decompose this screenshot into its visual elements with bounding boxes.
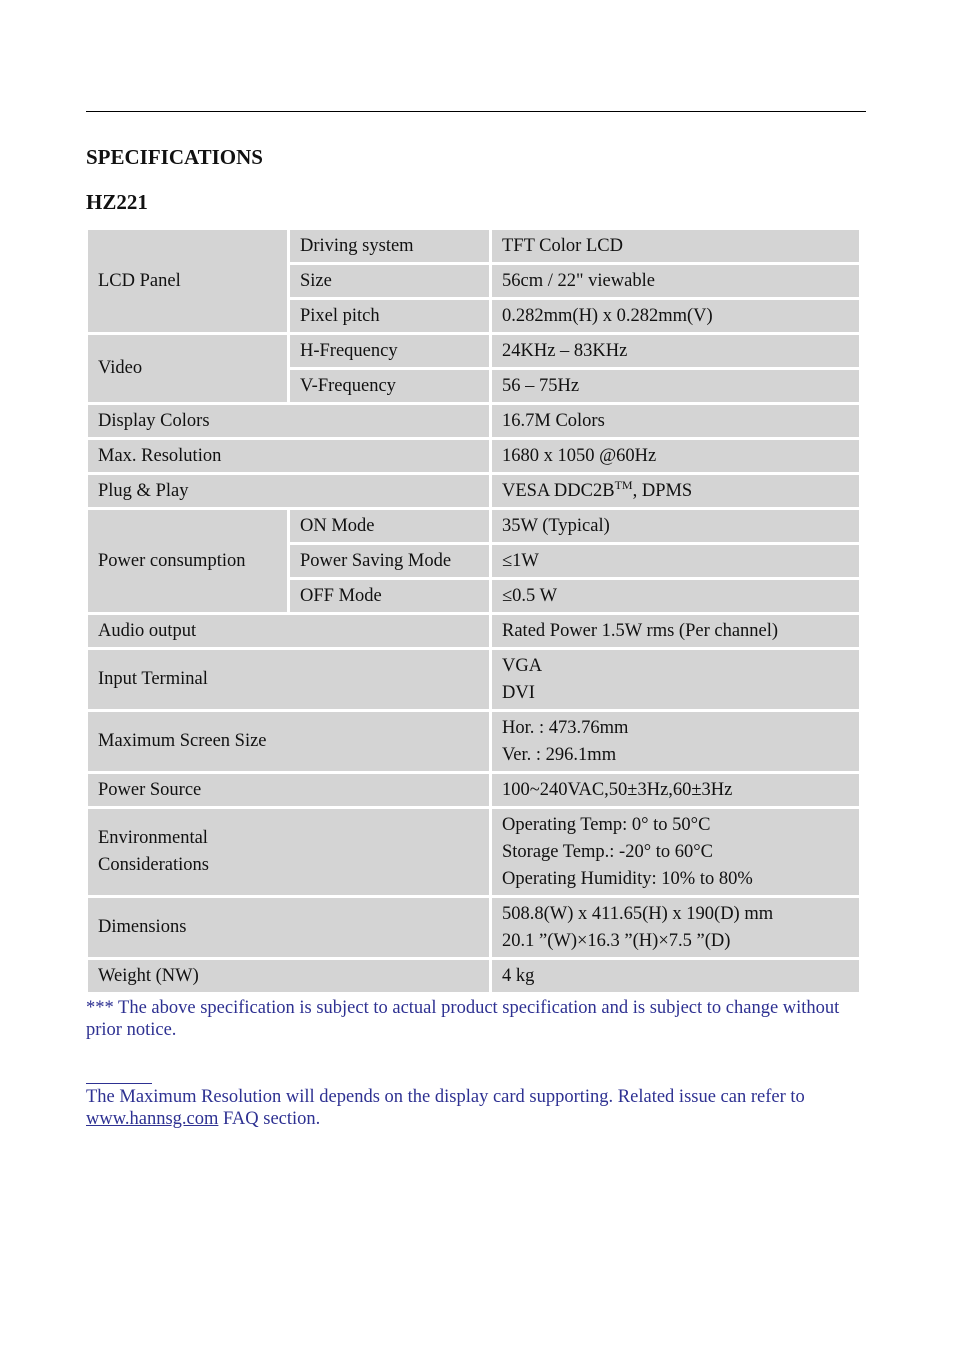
spec-label: Power consumption [88, 510, 287, 612]
table-row [88, 335, 859, 367]
spec-sublabel: H-Frequency [290, 335, 489, 367]
table-row [88, 440, 859, 472]
value-line: 20.1 ”(W)×16.3 ”(H)×7.5 ”(D) [502, 930, 731, 951]
spec-sublabel: Power Saving Mode [290, 545, 489, 577]
spec-sublabel: OFF Mode [290, 580, 489, 612]
spec-value [492, 475, 859, 507]
table-row [88, 230, 859, 262]
table-row [88, 774, 859, 806]
model-title: HZ221 [86, 190, 148, 214]
spec-value [492, 712, 859, 771]
spec-label: Video [88, 335, 287, 402]
value-line: Ver. : 296.1mm [502, 744, 617, 765]
label-line: Considerations [98, 855, 209, 875]
top-rule [86, 111, 866, 112]
spec-table [85, 227, 862, 995]
spec-value: Rated Power 1.5W rms (Per channel) [492, 615, 859, 647]
value-line: VGA [502, 655, 543, 676]
spec-value: TFT Color LCD [492, 230, 859, 262]
label-line: Environmental [98, 828, 208, 848]
spec-value: 56cm / 22" viewable [492, 265, 859, 297]
spec-label: Audio output [88, 615, 489, 647]
page-title: SPECIFICATIONS [86, 145, 263, 169]
spec-label: Dimensions [88, 898, 489, 957]
footnote-suffix: FAQ section. [218, 1109, 321, 1129]
spec-label: Input Terminal [88, 650, 489, 709]
plug-play-prefix: VESA DDC2B [502, 480, 615, 501]
spec-sublabel: Driving system [290, 230, 489, 262]
spec-sublabel: ON Mode [290, 510, 489, 542]
table-row [88, 960, 859, 992]
disclaimer-note: *** The above specification is subject to actual product specification and is subject to change without prior notice. [86, 998, 840, 1040]
value-line: Hor. : 473.76mm [502, 717, 629, 738]
spec-value [492, 650, 859, 709]
spec-label: Weight (NW) [88, 960, 489, 992]
spec-value: ≤1W [492, 545, 859, 577]
spec-value: 100~240VAC,50±3Hz,60±3Hz [492, 774, 859, 806]
spec-label: Maximum Screen Size [88, 712, 489, 771]
spec-value [492, 809, 859, 895]
spec-label: LCD Panel [88, 230, 287, 332]
spec-sublabel: Pixel pitch [290, 300, 489, 332]
table-row [88, 809, 859, 895]
plug-play-suffix: , DPMS [632, 480, 693, 501]
spec-label: Plug & Play [88, 475, 489, 507]
spec-sublabel: Size [290, 265, 489, 297]
spec-label: Max. Resolution [88, 440, 489, 472]
value-line: 508.8(W) x 411.65(H) x 190(D) mm [502, 903, 774, 924]
table-row [88, 475, 859, 507]
table-row [88, 405, 859, 437]
spec-value: 35W (Typical) [492, 510, 859, 542]
spec-label [88, 809, 489, 895]
hannsg-link[interactable]: www.hannsg.com [86, 1109, 219, 1129]
spec-value: 1680 x 1050 @60Hz [492, 440, 859, 472]
footnote-text: The Maximum Resolution will depends on the display card supporting. Related issue can refer to [86, 1087, 805, 1107]
table-row [88, 712, 859, 771]
table-row [88, 615, 859, 647]
value-line: Operating Temp: 0° to 50°C [502, 814, 711, 835]
spec-value: 0.282mm(H) x 0.282mm(V) [492, 300, 859, 332]
spec-label: Power Source [88, 774, 489, 806]
spec-value [492, 898, 859, 957]
table-row [88, 650, 859, 709]
table-row [88, 510, 859, 542]
value-line: Operating Humidity: 10% to 80% [502, 868, 753, 889]
spec-value: 16.7M Colors [492, 405, 859, 437]
spec-sublabel: V-Frequency [290, 370, 489, 402]
spec-value: 4 kg [492, 960, 859, 992]
value-line: Storage Temp.: -20° to 60°C [502, 841, 713, 862]
spec-value: ≤0.5 W [492, 580, 859, 612]
spec-value: 24KHz – 83KHz [492, 335, 859, 367]
spec-value: 56 – 75Hz [492, 370, 859, 402]
table-row [88, 898, 859, 957]
footnote-rule [86, 1083, 152, 1084]
spec-label: Display Colors [88, 405, 489, 437]
trademark-sup: TM [614, 477, 633, 492]
value-line: DVI [502, 682, 535, 703]
footnote [86, 1086, 866, 1130]
